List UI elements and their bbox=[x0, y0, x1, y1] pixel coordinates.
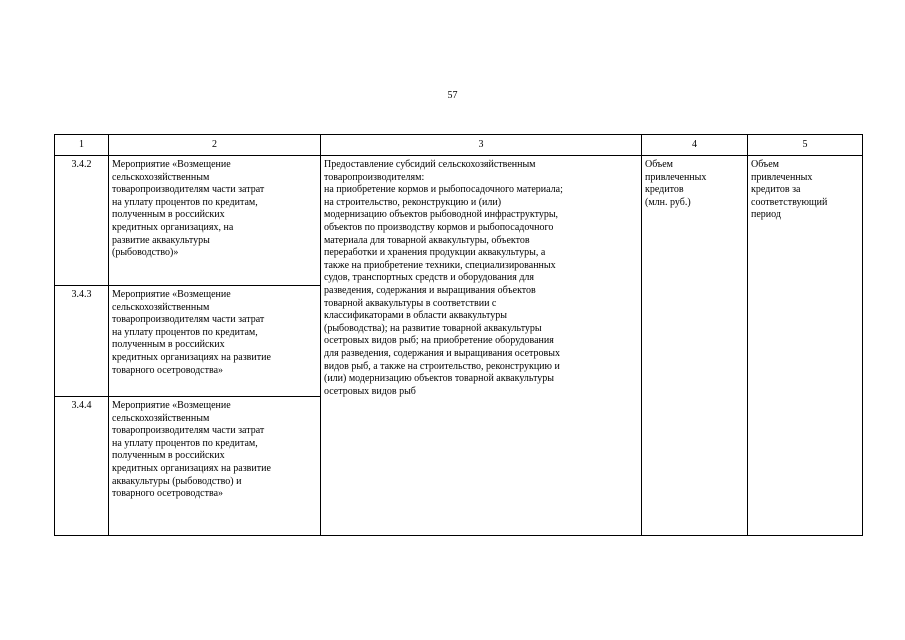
header-cell-1: 1 bbox=[55, 135, 109, 156]
program-table bbox=[54, 134, 863, 536]
header-row bbox=[55, 135, 863, 156]
row-number: 3.4.4 bbox=[55, 397, 109, 536]
table-row bbox=[55, 156, 863, 286]
subsidy-description: Предоставление субсидий сельскохозяйственным товаропроизводителям: на приобретение кормов и рыбопосадочного материала; на строительство, реконструкцию и (или) модернизацию объектов рыбоводной инфраструктуры, объектов по производству кормов и рыбопосадочного материала для товарной аквакультуры, объектов переработки и хранения продукции аквакультуры, а также на приобретение техники, специализированных судов, транспортных средств и оборудования для разведения, содержания и выращивания объектов товарной аквакультуры в соответствии с классификаторами в области аквакультуры (рыбоводства); на развитие товарной аквакультуры осетровых видов рыб; на приобретение оборудования для разведения, содержания и выращивания осетровых видов рыб, а также на строительство, реконструкцию и (или) модернизацию объектов товарной аквакультуры осетровых видов рыб bbox=[321, 156, 642, 536]
indicator-name: Объем привлеченных кредитов (млн. руб.) bbox=[642, 156, 748, 536]
event-description: Мероприятие «Возмещение сельскохозяйственным товаропроизводителям части затрат на уплату процентов по кредитам, полученным в российских кредитных организациях, на развитие аквакультуры (рыбоводство)» bbox=[109, 156, 321, 286]
event-description: Мероприятие «Возмещение сельскохозяйственным товаропроизводителям части затрат на уплату процентов по кредитам, полученным в российских кредитных организациях на развитие аквакультуры (рыбоводство) и товарного осетроводства» bbox=[109, 397, 321, 536]
event-description: Мероприятие «Возмещение сельскохозяйственным товаропроизводителям части затрат на уплату процентов по кредитам, полученным в российских кредитных организациях на развитие товарного осетроводства» bbox=[109, 286, 321, 397]
header-cell-2: 2 bbox=[109, 135, 321, 156]
row-number: 3.4.2 bbox=[55, 156, 109, 286]
header-cell-5: 5 bbox=[748, 135, 863, 156]
page-number: 57 bbox=[447, 90, 458, 101]
indicator-definition: Объем привлеченных кредитов за соответствующий период bbox=[748, 156, 863, 536]
row-number: 3.4.3 bbox=[55, 286, 109, 397]
header-cell-4: 4 bbox=[642, 135, 748, 156]
header-cell-3: 3 bbox=[321, 135, 642, 156]
